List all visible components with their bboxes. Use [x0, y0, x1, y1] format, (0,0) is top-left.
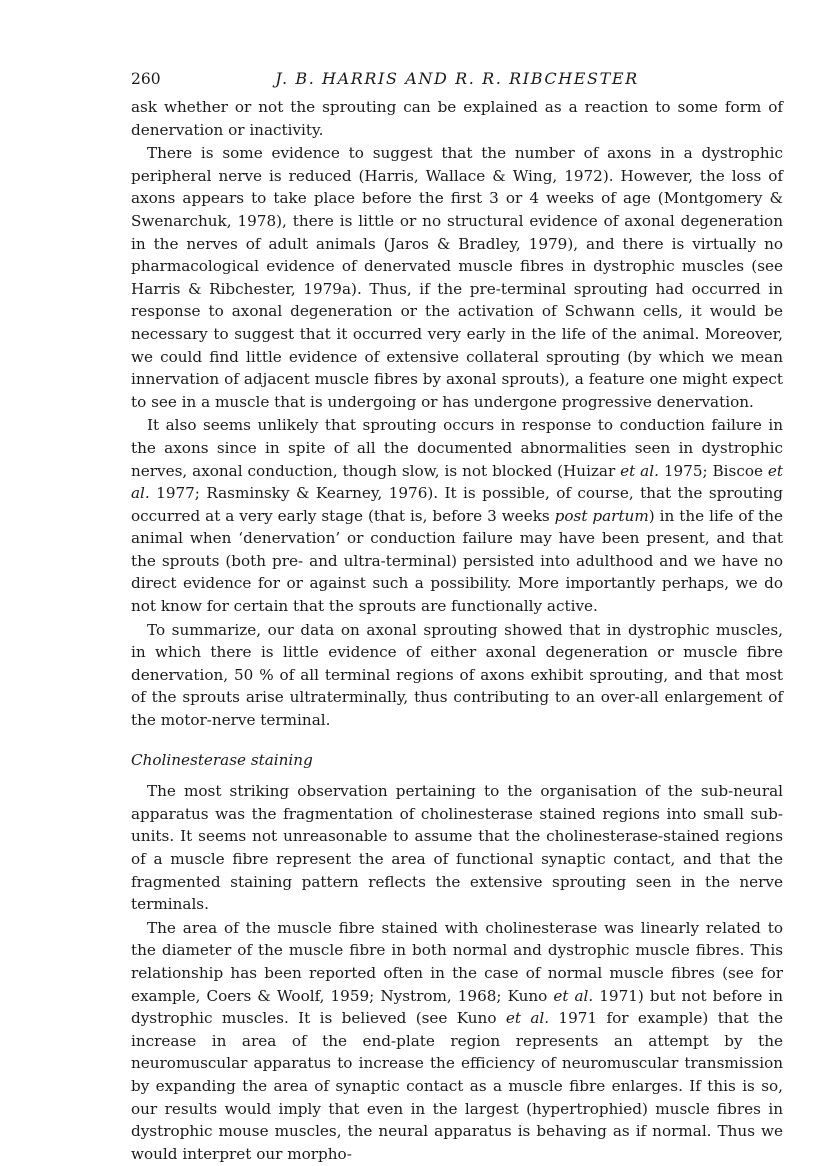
paragraph-continuation: ask whether or not the sprouting can be explained as a reaction to some form of denervation or inactivity. [131, 98, 783, 139]
page-number: 260 [131, 70, 161, 88]
running-title: J. B. HARRIS AND R. R. RIBCHESTER [275, 69, 639, 88]
paragraph-cholinesterase-area: The area of the muscle fibre stained with cholinesterase was linearly related to the diameter of the muscle fibre in both normal and dystrophic muscle fibres. This relationship has been reported often in the case of normal muscle fibres (see for example, Coers & Woolf, 1959; Nystrom, 1968; Kuno et al. 1971) but not before in dystrophic muscles. It is believed (see Kuno et al. 1971 for example) that the increase in area of the end-plate region represents an attempt by the neuromuscular apparatus to increase the efficiency of neuromuscular transmission by expanding the area of synaptic contact as a muscle fibre enlarges. If this is so, our results would imply that even in the largest (hypertrophied) muscle fibres in dystrophic mouse muscles, the neural apparatus is behaving as if normal. Thus we would interpret our morpho- [131, 918, 783, 1163]
paragraph-fragmentation: The most striking observation pertaining to the organisation of the sub-neural apparatus was the fragmentation of cholinesterase stained regions into small sub-units. It seems not unreasonable to assume that the cholinesterase-stained regions of a muscle fibre represent the area of functional synaptic contact, and that the fragmented staining pattern reflects the extensive sprouting seen in the nerve terminals. [131, 782, 783, 914]
paragraph-conduction-failure: It also seems unlikely that sprouting occurs in response to conduction failure in the axons since in spite of all the documented abnormalities seen in dystrophic nerves, axonal conduction, though slow, is not blocked (Huizar et al. 1975; Biscoe et al. 1977; Rasminsky & Kearney, 1976). It is possible, of course, that the sprouting occurred at a very early stage (that is, before 3 weeks post partum) in the life of the animal when ‘denervation’ or conduction failure may have been present, and that the sprouts (both pre- and ultra-terminal) persisted into adulthood and we have no direct evidence for or against such a possibility. More importantly perhaps, we do not know for certain that the sprouts are functionally active. [131, 416, 783, 616]
page-header [131, 68, 783, 92]
section-heading: Cholinesterase staining [131, 750, 313, 769]
paragraph-axon-evidence: There is some evidence to suggest that the number of axons in a dystrophic peripheral nerve is reduced (Harris, Wallace & Wing, 1972). However, the loss of axons appears to take place before the first 3 or 4 weeks of age (Montgomery & Swenarchuk, 1978), there is little or no structural evidence of axonal degeneration in the nerves of adult animals (Jaros & Bradley, 1979), and there is virtually no pharmacological evidence of denervated muscle fibres in dystrophic muscles (see Harris & Ribchester, 1979a). Thus, if the pre-terminal sprouting had occurred in response to axonal degeneration or the activation of Schwann cells, it would be necessary to suggest that it occurred very early in the life of the animal. Moreover, we could find little evidence of extensive collateral sprouting (by which we mean innervation of adjacent muscle fibres by axonal sprouts), a feature one might expect to see in a muscle that is undergoing or has undergone progressive denervation. [131, 144, 783, 411]
paragraph-summary: To summarize, our data on axonal sprouting showed that in dystrophic muscles, in which there is little evidence of either axonal degeneration or muscle fibre denervation, 50 % of all terminal regions of axons exhibit sprouting, and that most of the sprouts arise ultraterminally, thus contributing to an over-all enlargement of the motor-nerve terminal. [131, 620, 783, 730]
journal-page [131, 68, 783, 1166]
